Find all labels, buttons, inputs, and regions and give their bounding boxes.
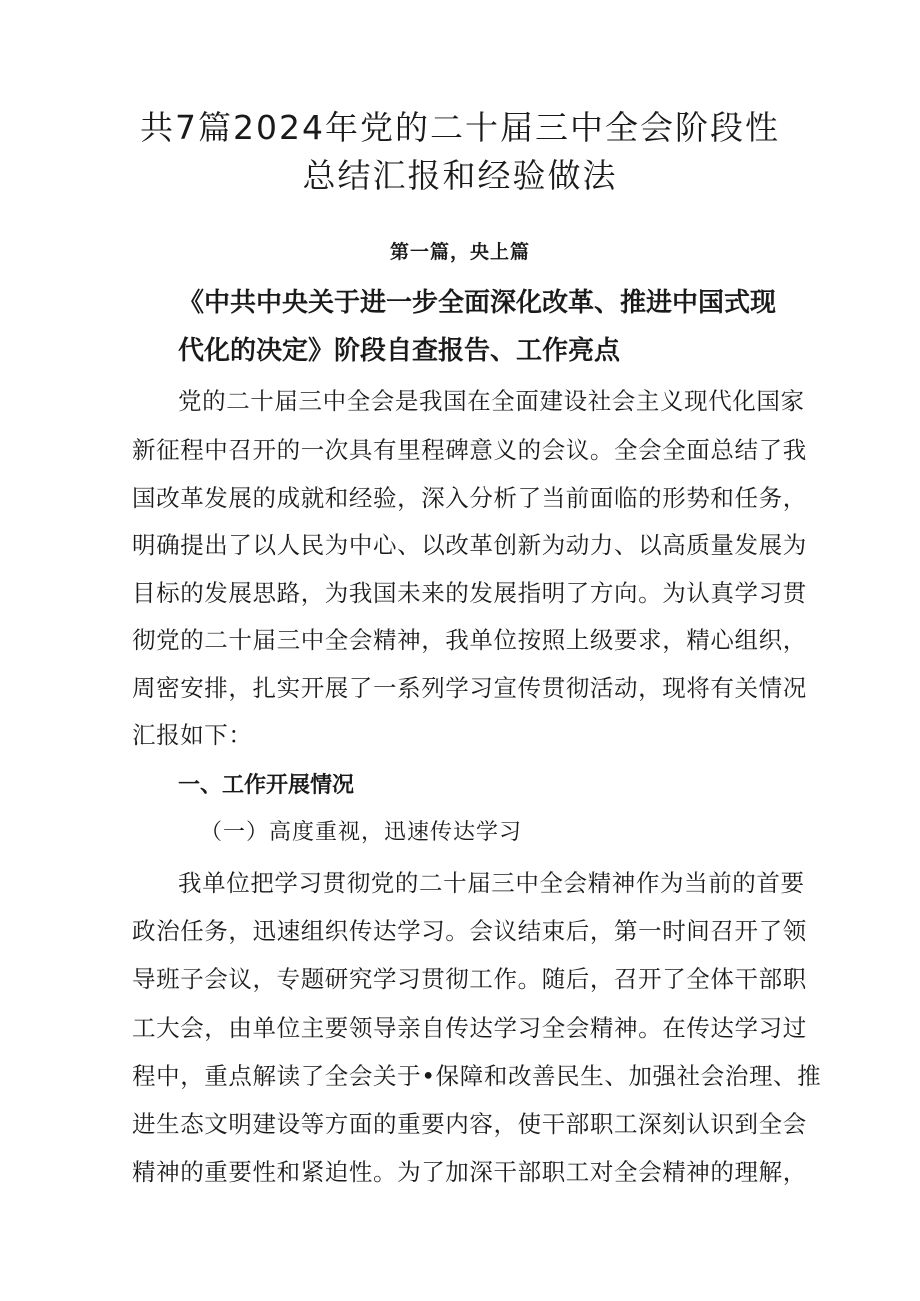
- document-title-line-1: 共7篇2024年党的二十届三中全会阶段性: [140, 108, 780, 147]
- subsection-heading: （一）高度重视，迅速传达学习: [200, 820, 523, 845]
- section-heading: 一、工作开展情况: [178, 773, 355, 798]
- intro-line: 目标的发展思路，为我国未来的发展指明了方向。为认真学习贯: [132, 579, 807, 607]
- subtitle-line-2: 代化的决定》阶段自查报告、工作亮点: [178, 336, 621, 366]
- intro-line: 明确提出了以人民为中心、以改革创新为动力、以高质量发展为: [132, 531, 807, 559]
- section-label: 第一篇，央上篇: [389, 241, 530, 263]
- intro-line: 新征程中召开的一次具有里程碑意义的会议。全会全面总结了我: [132, 436, 807, 464]
- document-title-line-2: 总结汇报和经验做法: [302, 156, 618, 195]
- paragraph-line: 工大会，由单位主要领导亲自传达学习全会精神。在传达学习过: [132, 1014, 807, 1042]
- paragraph-line: 进生态文明建设等方面的重要内容，使干部职工深刻认识到全会: [132, 1110, 807, 1138]
- intro-line: 周密安排，扎实开展了一系列学习宣传贯彻活动，现将有关情况: [132, 674, 807, 702]
- paragraph-line: 导班子会议，专题研究学习贯彻工作。随后，召开了全体干部职: [132, 965, 807, 993]
- subtitle-line-1: 《中共中央关于进一步全面深化改革、推进中国式现: [178, 288, 777, 318]
- intro-line: 汇报如下：: [132, 721, 253, 749]
- intro-line: 彻党的二十届三中全会精神，我单位按照上级要求，精心组织，: [132, 626, 807, 654]
- intro-line: 党的二十届三中全会是我国在全面建设社会主义现代化国家: [178, 387, 805, 415]
- paragraph-line: 程中，重点解读了全会关于•保障和改善民生、加强社会治理、推: [132, 1062, 822, 1090]
- paragraph-line: 政治任务，迅速组织传达学习。会议结束后，第一时间召开了领: [132, 917, 807, 945]
- paragraph-line: 我单位把学习贯彻党的二十届三中全会精神作为当前的首要: [178, 869, 805, 897]
- paragraph-line: 精神的重要性和紧迫性。为了加深干部职工对全会精神的理解，: [132, 1158, 807, 1186]
- intro-line: 国改革发展的成就和经验，深入分析了当前面临的形势和任务，: [132, 484, 807, 512]
